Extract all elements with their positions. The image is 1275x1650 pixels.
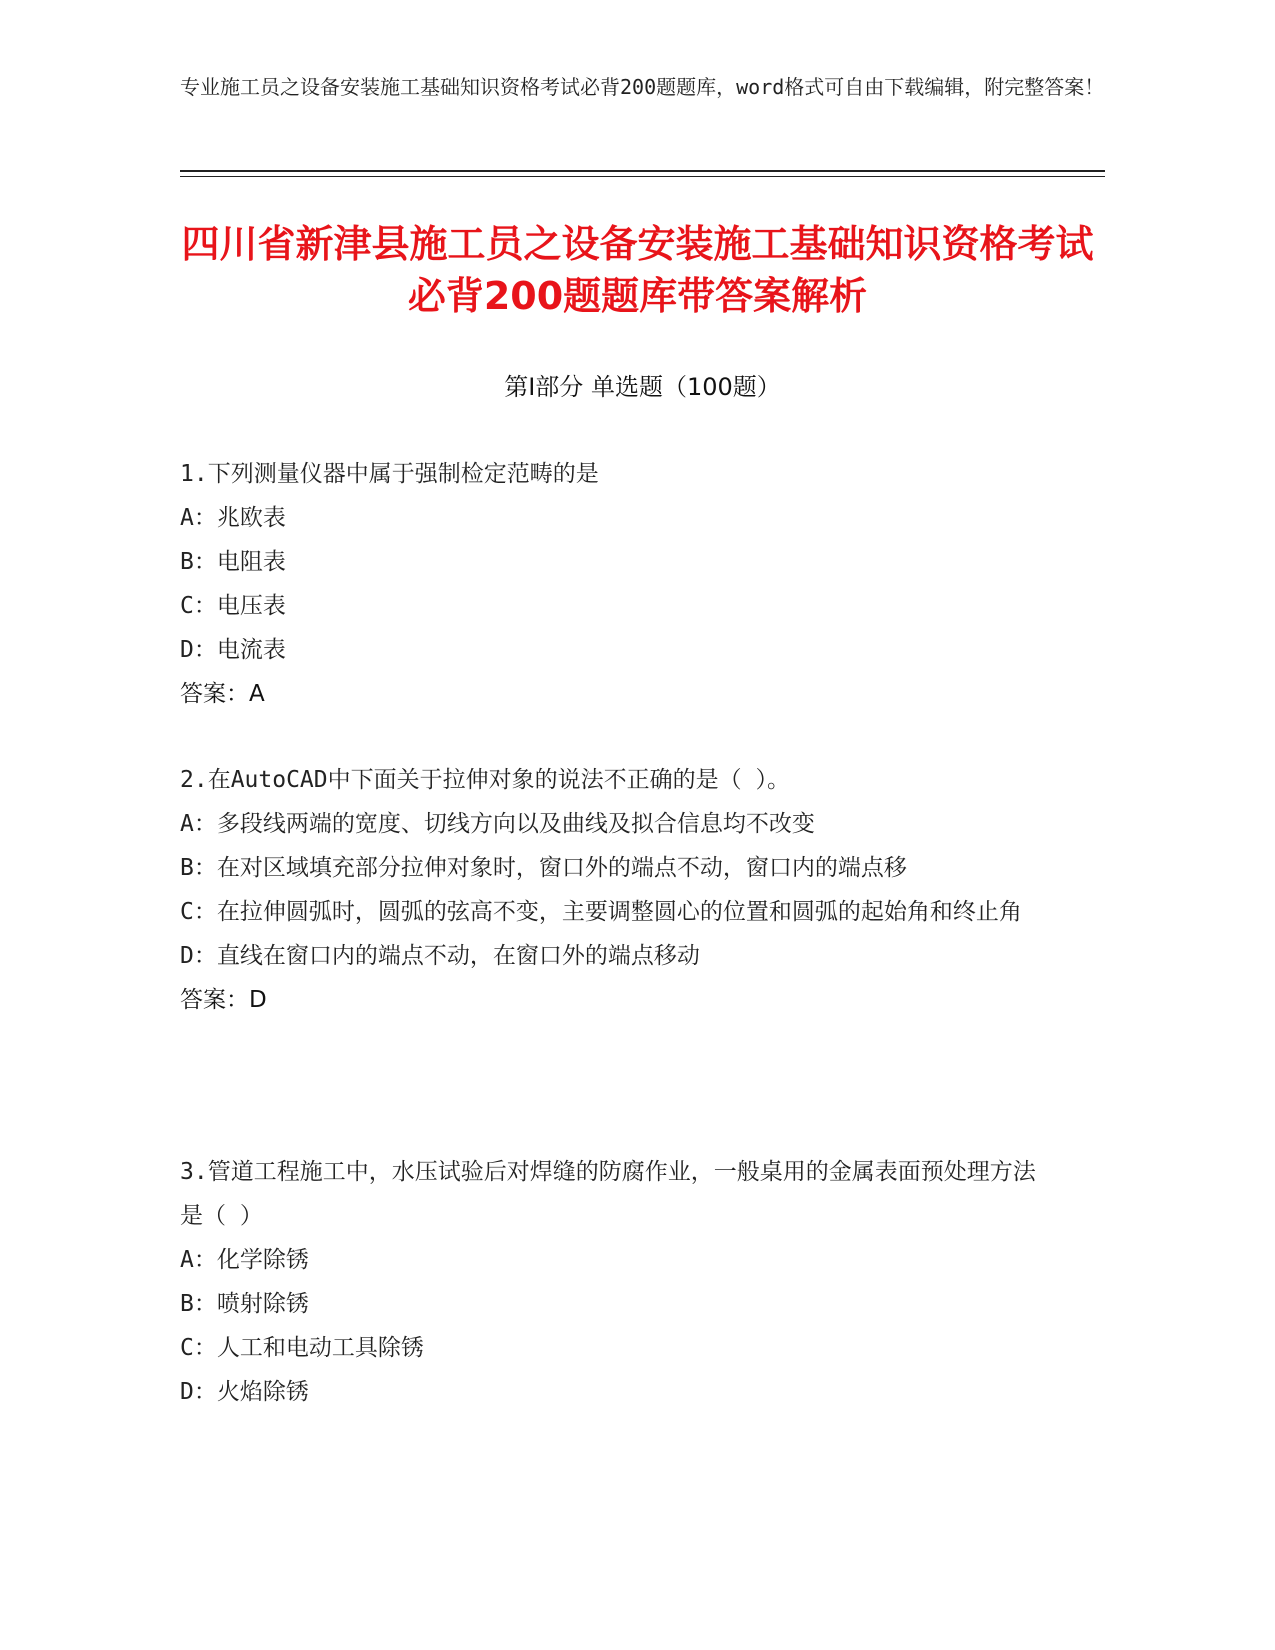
option-d: D：火焰除锈 <box>180 1379 309 1405</box>
option-b: B：在对区域填充部分拉伸对象时，窗口外的端点不动，窗口内的端点移 <box>180 855 907 881</box>
header-divider-thick <box>180 170 1105 172</box>
option-c: C：在拉伸圆弧时，圆弧的弦高不变，主要调整圆心的位置和圆弧的起始角和终止角 <box>180 899 1022 925</box>
question-stem: 1.下列测量仪器中属于强制检定范畴的是 <box>180 461 599 487</box>
question-stem: 3.管道工程施工中，水压试验后对焊缝的防腐作业，一般桌用的金属表面预处理方法是（ ） <box>180 1159 1036 1229</box>
question-2 <box>180 758 1040 1022</box>
header-note: 专业施工员之设备安装施工基础知识资格考试必背200题题库，word格式可自由下载编辑，附完整答案！ <box>180 75 1105 99</box>
section-heading: 第Ⅰ部分 单选题（100题） <box>504 373 781 401</box>
question-1 <box>180 452 1040 716</box>
answer-line: 答案：A <box>180 681 265 707</box>
option-a: A：兆欧表 <box>180 505 286 531</box>
option-b: B：电阻表 <box>180 549 286 575</box>
document-title: 四川省新津县施工员之设备安装施工基础知识资格考试必背200题题库带答案解析 <box>181 222 1094 318</box>
answer-line: 答案：D <box>180 987 267 1013</box>
question-3 <box>180 1150 1040 1414</box>
option-b: B：喷射除锈 <box>180 1291 309 1317</box>
option-d: D：直线在窗口内的端点不动，在窗口外的端点移动 <box>180 943 700 969</box>
header-divider-thin <box>180 176 1105 177</box>
option-d: D：电流表 <box>180 637 286 663</box>
option-a: A：化学除锈 <box>180 1247 309 1273</box>
option-c: C：人工和电动工具除锈 <box>180 1335 424 1361</box>
option-a: A：多段线两端的宽度、切线方向以及曲线及拟合信息均不改变 <box>180 811 815 837</box>
option-c: C：电压表 <box>180 593 286 619</box>
question-stem: 2.在AutoCAD中下面关于拉伸对象的说法不正确的是（ ）。 <box>180 767 790 793</box>
